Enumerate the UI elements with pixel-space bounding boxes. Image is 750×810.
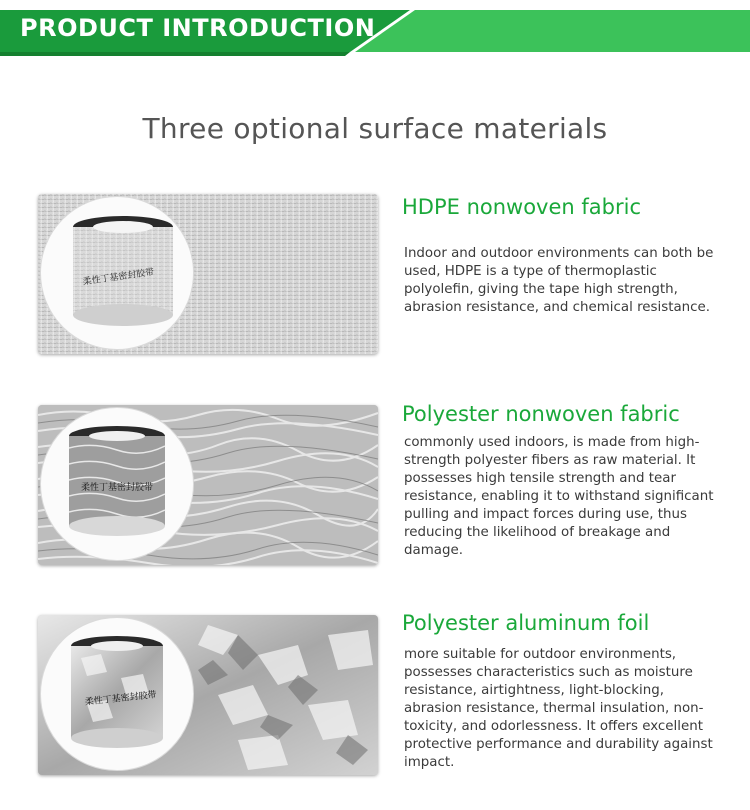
header-banner bbox=[0, 0, 750, 60]
roll-label: 柔性丁基密封胶带 bbox=[82, 267, 155, 288]
material-sample-image bbox=[38, 194, 378, 354]
material-description: Indoor and outdoor environments can both be used, HDPE is a type of thermoplastic polyolefin, giving the tape high strength, abrasion resistance, and chemical resistance. bbox=[404, 246, 714, 315]
material-sample-image bbox=[38, 405, 378, 565]
roll-label: 柔性丁基密封胶带 bbox=[81, 483, 154, 493]
material-description: commonly used indoors, is made from high-strength polyester fibers as raw material. It possesses high tensile strength and tear resistance, enabling it to withstand significant pulling and impact forces during use, thus reducing the likelihood of breakage and damage. bbox=[404, 435, 714, 558]
tape-roll-icon bbox=[41, 618, 194, 771]
tape-roll-image bbox=[40, 407, 194, 561]
material-title: Polyester aluminum foil bbox=[402, 611, 650, 635]
material-title: Polyester nonwoven fabric bbox=[402, 402, 680, 426]
material-description: more suitable for outdoor environments, possesses characteristics such as moisture resistance, airtightness, light-blocking, abrasion resistance, thermal insulation, non-toxicity, and odorlessness. It offers excellent protective performance and durability against impact. bbox=[404, 647, 713, 770]
material-sample-image bbox=[38, 615, 378, 775]
tape-roll-image bbox=[40, 617, 194, 771]
roll-label: 柔性丁基密封胶带 bbox=[84, 690, 158, 708]
tape-roll-image bbox=[40, 196, 194, 350]
tape-roll-icon bbox=[41, 197, 194, 350]
material-title: HDPE nonwoven fabric bbox=[402, 195, 641, 219]
banner-title: PRODUCT INTRODUCTION bbox=[20, 14, 376, 42]
tape-roll-icon bbox=[41, 408, 194, 561]
page-title: Three optional surface materials bbox=[142, 112, 608, 145]
